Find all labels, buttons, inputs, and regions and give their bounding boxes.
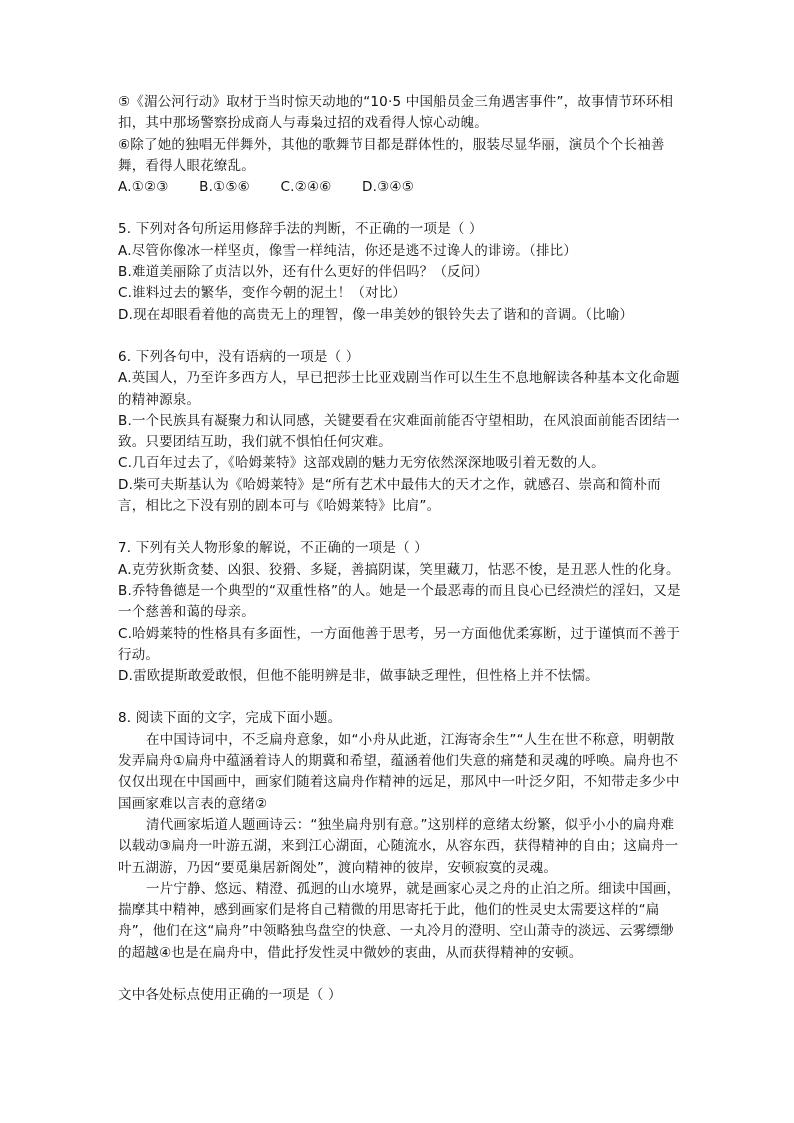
q8-paragraph-2: 清代画家垢道人题画诗云：“独坐扁舟别有意。”这别样的意绪太纷繁，似乎小小的扁舟难以载动③扁舟一叶游五湖，来到江心湖面，心随流水，从容东西，获得精神的自由；这扁舟一叶五湖游，乃因“要觅巢居新阁处”，渡向精神的彼岸，安顿寂寞的灵魂。: [118, 816, 679, 876]
q5-option-c[interactable]: C.谁料过去的繁华，变作今朝的泥土！（对比）: [118, 285, 407, 302]
q8-title: 8. 阅读下面的文字，完成下面小题。: [118, 710, 342, 727]
q8-question: 文中各处标点使用正确的一项是（ ）: [118, 986, 342, 1003]
q6-option-a[interactable]: A.英国人，乃至许多西方人，早已把莎士比亚戏剧当作可以生生不息地解读各种基本文化命题的精神源泉。: [118, 370, 680, 408]
q5-option-d[interactable]: D.现在却眼看着他的高贵无上的理智，像一串美妙的银铃失去了谐和的音调。（比喻）: [118, 306, 634, 323]
spacer: [118, 198, 683, 219]
q5-option-a[interactable]: A.尽管你像冰一样坚贞，像雪一样纯洁，你还是逃不过谗人的诽谤。（排比）: [118, 242, 578, 259]
q7-title: 7. 下列有关人物形象的解说，不正确的一项是（ ）: [118, 540, 428, 557]
q4-item-6: ⑥除了她的独唱无伴舞外，其他的歌舞节目都是群体性的，服装尽显华丽，演员个个长袖善舞，看得人眼花缭乱。: [118, 136, 665, 174]
spacer: [118, 326, 683, 347]
q7-option-b[interactable]: B.乔特鲁德是一个典型的“双重性格”的人。她是一个最恶毒的而且良心已经溃烂的淫妇，又是一个慈善和蔼的母亲。: [118, 582, 681, 621]
q6-option-d[interactable]: D.柴可夫斯基认为《哈姆莱特》是“所有艺术中最伟大的天才之作，就感召、崇高和简朴而言，相比之下没有别的剧本可与《哈姆莱特》比肩”。: [118, 476, 661, 515]
q7-option-a[interactable]: A.克劳狄斯贪婪、凶狠、狡猾、多疑，善搞阴谋，笑里藏刀，怙恶不悛，是丑恶人性的化身。: [118, 561, 680, 578]
q4-option-a[interactable]: A.①②③: [118, 179, 169, 196]
q4-option-d[interactable]: D.③④⑤: [362, 179, 415, 196]
spacer: [118, 687, 683, 708]
q6-option-b[interactable]: B.一个民族具有凝聚力和认同感，关键要看在灾难面前能否守望相助，在风浪面前能否团结一致。只要团结互助，我们就不惧怕任何灾难。: [118, 412, 680, 451]
q6-title: 6. 下列各句中，没有语病的一项是（ ）: [118, 348, 360, 365]
spacer: [118, 517, 683, 538]
q4-item-5: ⑤《湄公河行动》取材于当时惊天动地的“10·5 中国船员金三角遇害事件”，故事情节环环相扣，其中那场警察扮成商人与毒枭过招的戏看得人惊心动魄。: [118, 94, 674, 132]
q4-option-b[interactable]: B.①⑤⑥: [199, 179, 250, 196]
q8-paragraph-3: 一片宁静、悠远、精澄、孤迥的山水境界，就是画家心灵之舟的止泊之所。细读中国画，揣摩其中精神，感到画家们是将自己精微的用思寄托于此，他们的性灵史太需要这样的“扁舟”，他们在这“扁舟”中领略独鸟盘空的快意、一丸冷月的澄明、空山萧寺的淡远、云雾缥缈的超越④也是在扁舟中，借此抒发性灵中微妙的衷曲，从而获得精神的安顿。: [118, 880, 681, 961]
q4-option-c[interactable]: C.②④⑥: [280, 179, 332, 196]
q8-paragraph-1: 在中国诗词中，不乏扁舟意象，如“小舟从此逝，江海寄余生”“人生在世不称意，明朝散发弄扁舟①扁舟中蕴涵着诗人的期冀和希望，蕴涵着他们失意的痛楚和灵魂的呼唤。扁舟也不仅仅出现在中国画中，画家们随着这扁舟作精神的远足，那风中一叶泛夕阳，不知带走多少中国画家难以言表的意绪②: [118, 731, 680, 812]
exam-page: [118, 92, 683, 1006]
q4-options: [118, 177, 683, 198]
q5-option-b[interactable]: B.难道美丽除了贞洁以外，还有什么更好的伴侣吗？（反问）: [118, 264, 489, 281]
spacer: [118, 964, 683, 985]
q5-title: 5. 下列对各句所运用修辞手法的判断，不正确的一项是（ ）: [118, 221, 483, 238]
q6-option-c[interactable]: C.几百年过去了，《哈姆莱特》这部戏剧的魅力无穷依然深深地吸引着无数的人。: [118, 455, 605, 472]
q7-option-c[interactable]: C.哈姆莱特的性格具有多面性，一方面他善于思考，另一方面他优柔寡断，过于谨慎而不善于行动。: [118, 625, 681, 663]
q7-option-d[interactable]: D.雷欧提斯敢爱敢恨，但他不能明辨是非，做事缺乏理性，但性格上并不怯懦。: [118, 668, 599, 685]
